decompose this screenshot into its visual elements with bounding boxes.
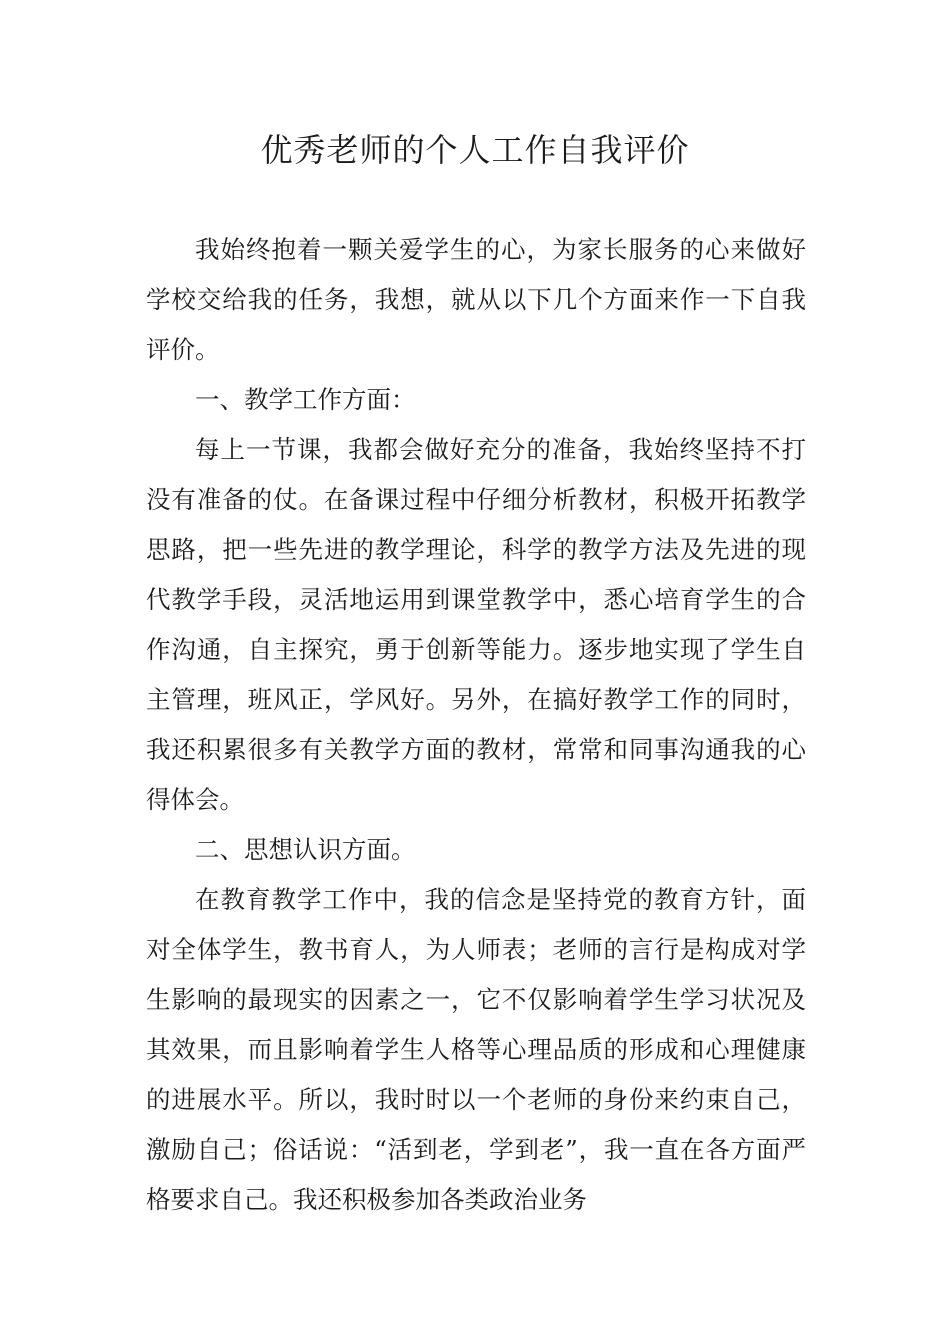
section-heading-teaching: 一、教学工作方面： [195,385,416,414]
paragraph-intro: 我始终抱着一颗关爱学生的心，为家长服务的心来做好学校交给我的任务，我想，就从以下几个方面来作一下自我评价。 [146,235,806,364]
paragraph-thought: 在教育教学工作中，我的信念是坚持党的教育方针，面对全体学生，教书育人，为人师表；老师的言行是构成对学生影响的最现实的因素之一，它不仅影响着学生学习状况及其效果，而且影响着学生人格等心理品质的形成和心理健康的进展水平。所以，我时时以一个老师的身份来约束自己，激励自己；俗话说：“活到老，学到老”，我一直在各方面严格要求自己。我还积极参加各类政治业务 [146,885,806,1214]
document-body [146,225,806,1225]
paragraph-teaching: 每上一节课，我都会做好充分的准备，我始终坚持不打没有准备的仗。在备课过程中仔细分析教材，积极开拓教学思路，把一些先进的教学理论，科学的教学方法及先进的现代教学手段，灵活地运用到课堂教学中，悉心培育学生的合作沟通，自主探究，勇于创新等能力。逐步地实现了学生自主管理，班风正，学风好。另外，在搞好教学工作的同时，我还积累很多有关教学方面的教材，常常和同事沟通我的心得体会。 [146,435,806,814]
section-heading-thought: 二、思想认识方面。 [195,835,416,864]
document-title: 优秀老师的个人工作自我评价 [260,131,690,169]
